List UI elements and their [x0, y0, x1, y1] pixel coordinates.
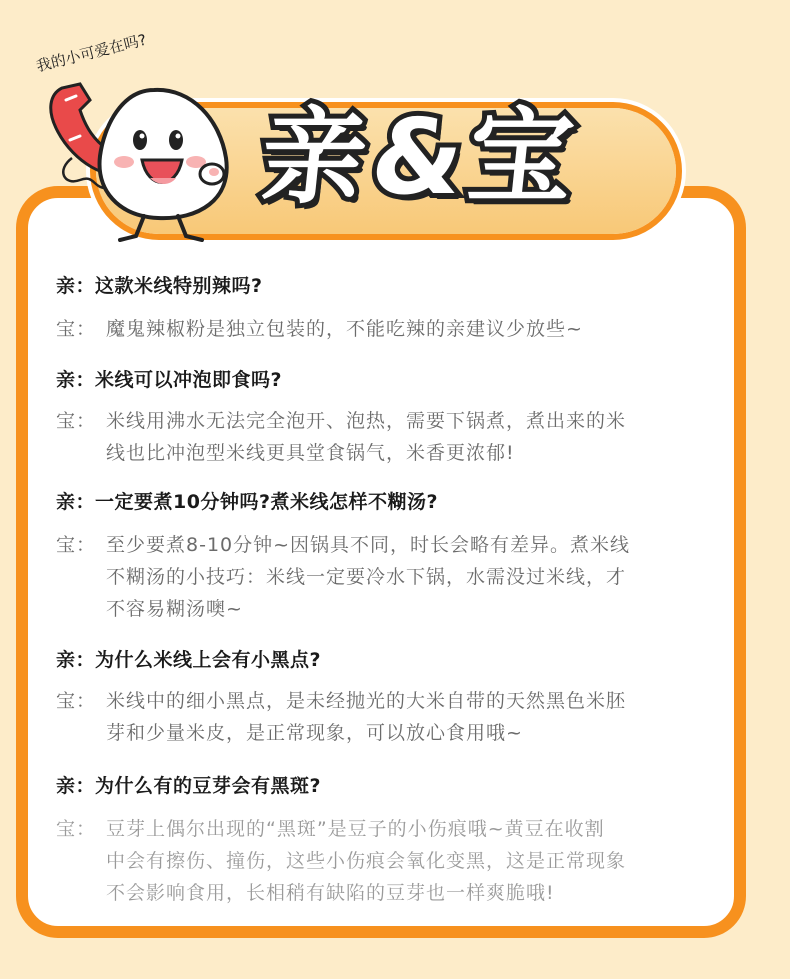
question-label: 亲：: [56, 649, 96, 671]
answer-label: 宝：: [56, 318, 97, 340]
question-text: 为什么有的豆芽会有黑斑?: [95, 775, 322, 797]
faq-question: [56, 485, 438, 519]
answer-label: 宝：: [56, 690, 97, 712]
faq-answer: [56, 813, 746, 909]
question-text: 为什么米线上会有小黑点?: [95, 649, 322, 671]
question-label: 亲：: [56, 775, 96, 797]
answer-line: 米线中的细小黑点，是未经抛光的大米自带的天然黑色米胚: [106, 690, 627, 712]
answer-line: 不容易糊汤噢~: [106, 598, 243, 620]
speech-bubble-text: 我的小可爱在吗?: [34, 30, 149, 76]
faq-answer: [56, 313, 746, 345]
faq-answer: [56, 685, 746, 749]
answer-line: 至少要煮8-10分钟~因锅具不同，时长会略有差异。煮米线: [106, 534, 631, 556]
question-label: 亲：: [56, 491, 96, 513]
page-title: 亲&宝: [255, 96, 586, 218]
answer-label: 宝：: [56, 818, 97, 840]
answer-line: 不会影响食用，长相稍有缺陷的豆芽也一样爽脆哦!: [106, 882, 555, 904]
faq-question: [56, 269, 263, 303]
faq-answer: [56, 529, 746, 625]
faq-question: [56, 769, 321, 803]
question-text: 一定要煮10分钟吗?煮米线怎样不糊汤?: [95, 491, 438, 513]
question-text: 这款米线特别辣吗?: [95, 275, 263, 297]
question-text: 米线可以冲泡即食吗?: [95, 369, 283, 391]
answer-line: 豆芽上偶尔出现的“黑斑”是豆子的小伤痕哦~黄豆在收割: [106, 818, 605, 840]
faq-answer: [56, 405, 746, 469]
answer-line: 芽和少量米皮，是正常现象，可以放心食用哦~: [106, 722, 523, 744]
answer-line: 魔鬼辣椒粉是独立包装的，不能吃辣的亲建议少放些~: [106, 318, 583, 340]
faq-question: [56, 363, 282, 397]
answer-line: 线也比冲泡型米线更具堂食锅气，米香更浓郁!: [106, 442, 515, 464]
faq-question: [56, 643, 321, 677]
answer-line: 中会有擦伤、撞伤，这些小伤痕会氧化变黑，这是正常现象: [106, 850, 627, 872]
answer-label: 宝：: [56, 534, 97, 556]
question-label: 亲：: [56, 275, 96, 297]
answer-label: 宝：: [56, 410, 97, 432]
answer-line: 不糊汤的小技巧：米线一定要冷水下锅，水需没过米线，才: [106, 566, 627, 588]
answer-line: 米线用沸水无法完全泡开、泡热，需要下锅煮，煮出来的米: [106, 410, 627, 432]
question-label: 亲：: [56, 369, 96, 391]
